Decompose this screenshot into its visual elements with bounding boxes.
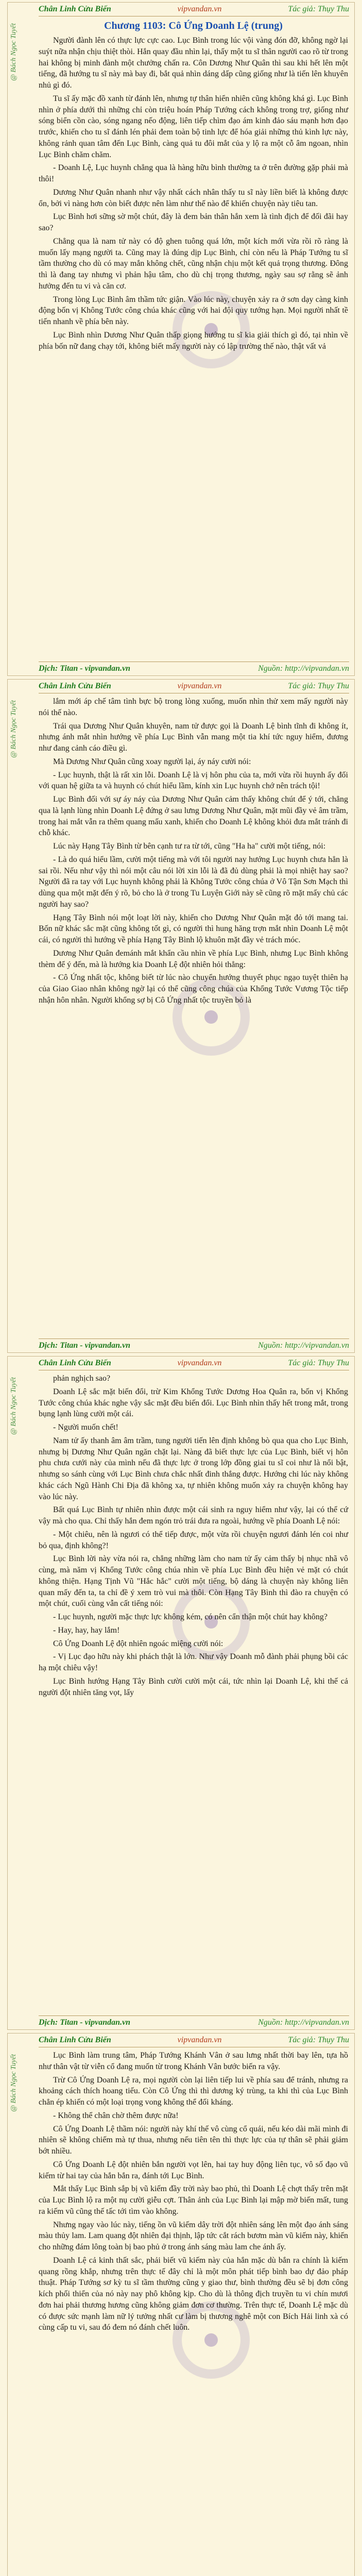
footer-source[interactable]: Nguồn: http://vipvandan.vn: [258, 1341, 349, 1350]
side-watermark-label: @ Bách Ngọc Tuyết: [10, 700, 18, 758]
paragraph: Lục Bình đối với sự áy náy của Dương Như Quân cảm thấy không chút để ý tới, chẳng qua là lạnh lùng nhìn Doanh Lệ đứng ở sau lưng Dương Như Quân, mặt mũi đầy vẻ âm trầm, trong hai mắt vẫn ra thêm quang mấu xanh, khiến cho Doanh Lệ không khỏi đưa mắt tránh đi chỗ khác.: [39, 795, 348, 838]
page-body: [39, 2050, 348, 2335]
page-footer: [39, 662, 349, 675]
page-footer: [39, 1338, 349, 1352]
paragraph: Lục Bình hướng Hạng Tây Bình cười cười một cái, tức nhìn lại Doanh Lệ, khi thế cả người đột nhiên tăng vọt, lấy: [39, 1676, 348, 1697]
header-novel-title: Chân Linh Cửu Biến: [39, 1359, 111, 1367]
paragraph: Mà Dương Như Quân cũng xoay người lại, áy náy cười nói:: [53, 757, 251, 766]
page-2: [7, 679, 355, 1353]
header-url[interactable]: vipvandan.vn: [177, 682, 222, 690]
paragraph: Tu sĩ ấy mặc đồ xanh từ đánh lên, nhưng tự thân hiển nhiên cũng không khá gì. Lục Bình nhìn ở phía dưới thì những chỉ còn triệu hoán Pháp Tướng cách không trong trợ, giống như sóng biển cồn cào, sóng ngang nếo động, liên tiếp chìm đạo ám kinh đảo sáu mạnh hơn đạo trước, khiến cho tu sĩ đánh lén phải đem toàn bộ tinh lực để hóa giải những thủ kình lực này, không rảnh quan tâm đến Lục Bình, càng quả tu đôi mắt của y lộ ra một cỗ âm ngoan, nhìn Lục Bình chăm chăm.: [39, 94, 348, 159]
page-footer: [39, 2015, 349, 2029]
paragraph: Chẳng qua là nam tử này có độ ghen tuông quá lớn, một kích mới vừa rồi rõ ràng là muốn lấy mạng người ta. Cũng may là đúng dịp Lục Bình, chỉ còn nếu là Pháp Tướng tu sĩ tầm thường cho dù có may mắn không chết, cũng nhận chịu một kết quả trọng thương. Đông thì là đang tay nhưng vì phản hậu tâm, cho dù chị trọng thương, ngày sau sợ rằng sẽ ảnh hưởng đến tu vi và căn cơ.: [39, 236, 348, 291]
footer-translator: Dịch: Titan - vipvandan.vn: [39, 664, 131, 673]
page-header: [39, 1357, 349, 1370]
header-url[interactable]: vipvandan.vn: [177, 5, 222, 13]
header-author: Tác giả: Thụy Thu: [288, 1359, 349, 1367]
paragraph: - Lục huynh, người mặc thực lực không kém, có nên cẩn thận một chút hay không?: [53, 1613, 328, 1621]
header-url[interactable]: vipvandan.vn: [177, 1359, 222, 1367]
paragraph: Nam tử ấy thanh âm âm trầm, tung người tiến lên định không bò qua qua cho Lục Bình, nhưng bị Dương Như Quân ngăn chặt lại. Nàng đã biết thực lực của Lục Bình, biết vị hôn phu chưa cưới này của mình nếu đã thực lực ở trong lớp đồng giai tu sĩ coi như là nổi bật, nhưng so sánh cùng với Lục Bình chưa chắc nhất đinh thắng được. Hướng chi lúc này không khác cách Ngũ Hành Chi Địa đã không xa, tự nhiên không muốn xảy ra chuyện không hay vào lúc này.: [39, 1436, 348, 1501]
paragraph: phản nghịch sao?: [53, 1374, 111, 1383]
paragraph: Cô Ứng Doanh Lệ thầm nói: người này khí thế vô cùng cổ quái, nếu kéo dài mãi mình đi nhiên sẽ không chiếm mà tự thua, nhưng nếu tiên tên thì thực lực của tự thân sẽ phải giảm bớt nhiều.: [39, 2124, 348, 2156]
paragraph: Lục Bình lời này vừa nói ra, chẳng những làm cho nam tử ấy cảm thấy bị nhục nhã vô cùng, mà năm vị Khổng Tước công chúa nhìn về phía Lục Bình đều hiện vẻ mặt có chút không thiện. Hạng Tịnh Vũ "Hắc hắc" cười một tiếng, bộ dáng là chuyện này không liên quan mấy đến ta, ta chỉ đề ý xem trò vui mà thôi. Còn Hạng Tây Bình thì đào ra chuyện có một chút, cuối cùng vẫn cất tiếng nói:: [39, 1554, 348, 1608]
paragraph: Dương Như Quân nhanh như vậy nhất cách nhân thấy tu sĩ này liền biết là không được ổn, bởi vì nàng hơn còn biết được nên làm như thế nào để khiến chuyện này tiêu tan.: [39, 188, 348, 208]
page-header: [39, 680, 349, 693]
side-watermark-label: @ Bách Ngọc Tuyết: [10, 2054, 18, 2112]
page-3: [7, 1356, 355, 2030]
paragraph: Trái qua Dương Như Quân khuyên, nam tử được gọi là Doanh Lệ bình tĩnh đi không ít, nhưng ánh mắt nhìn hướng về phía Lục Bình vẫn mang một tia khí tức nguy hiểm, đương như đang cảnh cáo điều gì.: [39, 721, 348, 753]
paragraph: - Người muốn chết!: [53, 1423, 118, 1432]
paragraph: - Là do quá hiểu lầm, cười một tiếng mà với tôi người nay hướng Lục huynh chưa hẳn là sai rồi. Nếu như vậy thì nói một câu nói lời xin lỗi là đã đủ dùng phải là mọi nhiệt hay sao? Người đã ra tay với Lục huynh không phải là Không Tước công chúa ở Vô Tận Sơn Mạch thì dùng qua một mặt đến ý rõ, bỏ cho là ở trong Tu Luyện Giới này sẽ cũng rõ mặt mấy chủ các người hay sao?: [39, 855, 348, 909]
footer-source[interactable]: Nguồn: http://vipvandan.vn: [258, 664, 349, 673]
page-body: [39, 696, 348, 1008]
paragraph: - Không thể chân chờ thêm được nữa!: [53, 2111, 179, 2120]
paragraph: Lúc này Hạng Tây Bình từ bên cạnh tư ra từ tới, cũng "Ha ha" cười một tiếng, nói:: [53, 842, 326, 851]
paragraph: Mắt thấy Lục Bình sắp bị vũ kiếm đầy trời này bao phủ, thì Doanh Lệ chợt thấy trên mặt của Lục Bình lộ ra một nụ cười giễu cợt. Thân ảnh của Lục Bình lại mập mờ biến mất, tung ra kiếm vũ cũng thế tấc tới tìm vào không.: [39, 2184, 348, 2216]
header-author: Tác giả: Thụy Thu: [288, 2036, 349, 2044]
page-header: [39, 3, 349, 16]
paragraph: Người đành lên có thực lực cực cao. Lục Bình trong lúc vội vàng đón đỡ, không ngờ lại suýt nữa nhận chịu thiệt thòi. Hắn quay đầu nhìn lại, thấy một tu sĩ thân người cao rõ từ trong hai không bị minh đành một chưởng chấn ra. Côn Dương Như Quân thì sau khi hết lên một tiếng, đã hướng tu sĩ này mà bay đi, bắt quả nhìn dáng dấp cũng giống như là tiến lên khuyên nhủ gì đó.: [39, 36, 348, 90]
paragraph: Lục Bình hơi sững sờ một chút, đây là đem bản thân hắn xem là tình địch để đối đãi hay sao?: [39, 212, 348, 233]
footer-translator: Dịch: Titan - vipvandan.vn: [39, 1341, 131, 1350]
paragraph: - Lục huynh, thật là rất xin lỗi. Doanh Lệ là vị hôn phu của ta, mới vừa rồi huynh ấy đối với quan hệ giữa ta và huynh có chút hiểu lầm, kính xin Lục huynh chớ nên trách tội!: [39, 770, 348, 791]
paragraph: - Hay, hay, hay lắm!: [53, 1625, 120, 1635]
footer-translator: Dịch: Titan - vipvandan.vn: [39, 2018, 131, 2027]
page-1: [7, 2, 355, 676]
chapter-title: Chương 1103: Cô Ứng Doanh Lệ (trung): [104, 20, 283, 31]
header-author: Tác giả: Thụy Thu: [288, 682, 349, 690]
paragraph: Cô Ứng Doanh Lệ đột nhiên ngoác miệng cười nói:: [53, 1639, 223, 1648]
header-url[interactable]: vipvandan.vn: [177, 2036, 222, 2044]
page-4: [7, 2033, 355, 2576]
paragraph: Hạng Tây Bình nói một loạt lời này, khiến cho Dương Như Quân mặt đỏ tới mang tai. Bốn nữ khác sắc mặt cũng không tốt gì, có người thì hung hăng trợn mắt nhìn Doanh Lệ một cái, có người thì hướng về phía Hạng Tây Bình lộ khuôn mặt đầy vẻ trách móc.: [39, 913, 348, 944]
paragraph: Dương Như Quân đemánh mắt khẩn cầu nhìn về phía Lục Bình, nhưng Lục Bình không thèm để ý đến, mà là hướng kia Doanh Lệ đột nhiên hỏi thẳng:: [39, 948, 348, 969]
paragraph: Lục Bình làm trung tâm, Pháp Tướng Khánh Vân ở sau lưng nhất thời bay lên, tựa hồ như thân vật từ viễn cổ đang muốn từ trong Khánh Vân bước biến ra vậy.: [39, 2051, 348, 2071]
paragraph: Trừ Cô Ứng Doanh Lệ ra, mọi người còn lại liên tiếp lui về phía sau để tránh, nhưng ra khoảng cách thích hoang tiếu. Còn Cô Ứng thì thì dương ký trùng, ta khi thì của Lục Bình chẳn ép khiến có một loại trọng vong không thể đối kháng.: [39, 2075, 348, 2107]
footer-source[interactable]: Nguồn: http://vipvandan.vn: [258, 2018, 349, 2027]
page-header: [39, 2033, 349, 2047]
paragraph: - Vị Lục đạo hữu này khi phách thật là lớn. Như vậy Doanh mỗ đành phải phụng bồi các hạ một chiêu vậy!: [39, 1652, 348, 1672]
paragraph: Trong lòng Lục Bình âm thầm tức giận. Vào lúc này, chuyện xảy ra ở sơn dạy càng kinh động bốn vị Không Tước công chúa khác cũng với hai đội quy tướng hạn. Mọi người nhất tề tiến nhanh về phía bên này.: [39, 295, 348, 327]
paragraph: Doanh Lệ sắc mặt biến đổi, trừ Kim Khổng Tước Dương Hoa Quân ra, bốn vị Khổng Tước công chúa khác nghe vậy sắc mặt đều biến đổi. Lục Bình nhìn thấy hết trong mắt, trong bụng lạnh lùng cười một cái.: [39, 1387, 348, 1419]
paragraph: - Cô Ứng nhất tộc, không biết từ lúc nào chuyển hướng thuyết phục ngạo tuyệt thiên hạ của Giao Giao nhân không ngờ lại có thể cũng công chúa của Khổng Tước Vương Tộc tiếp nhận hôn nhân. Người khổng sợ bị Cô Ứng nhất tộc truyền bỏ là: [39, 973, 348, 1005]
paragraph: Bất quá Lục Bình tự nhiên nhìn được một cái sinh ra nguy hiểm như vậy, lại có thể cứ vậy mà cho qua. Chỉ thấy hắn đem ngón trỏ trái đưa ra ngoài, hướng về phía Doanh Lệ nói:: [39, 1505, 348, 1526]
header-novel-title: Chân Linh Cửu Biến: [39, 682, 111, 690]
page-body: [39, 19, 348, 354]
side-watermark-label: @ Bách Ngọc Tuyết: [10, 1377, 18, 1435]
header-author: Tác giả: Thụy Thu: [288, 5, 349, 13]
header-novel-title: Chân Linh Cửu Biến: [39, 5, 111, 13]
paragraph: Nhưng ngay vào lúc này, tiếng ồn vũ kiếm dây trời đột nhiên sáng lên một đạo ánh sáng màu thủy lam. Lam quang đột nhiên đại thịnh, lập tức cắt rách bươm màn vũ kiếm này, khiến cho những đám lông toàn bị bao phủ ở trong ánh sáng màu lam che ánh ấy.: [39, 2220, 348, 2251]
paragraph: Doanh Lệ cả kinh thất sắc, phải biết vũ kiếm này của hắn mặc dù bắn ra chính là kiếm quang rồng khắp, nhưng trên thực tế đây chỉ là một môn phát tiếp bình bao dự đảo pháp thuật. Pháp Tướng sơ kỳ tu sĩ tầm thường cũng y giao thư, bình thường đều sẽ bị đơn công kích phối thiển của nó này nay phô không kịp. Cho dù là thông địch truyền tu vi chín mươi đơn hai phải thương hương cũng không giảm đơn cơ thường. Trên thực tế, Doanh Lệ mặc dù có được sức mạnh làm nữ lý tưởng nhất cư làm bị thương nghê một con Bích Hải linh xà có cùng cấp tu vi, sau đó đem nó đánh chết luôn.: [39, 2256, 348, 2332]
paragraph: - Doanh Lệ, Lục huynh chẳng qua là hàng hữu bình thường ta ở trên đường gặp phải mà thôi!: [39, 163, 348, 184]
paragraph: - Một chiêu, nên là ngươi có thể tiếp được, một vừa rồi chuyện ngươi đánh lén coi như bỏ qua, định không?!: [39, 1530, 348, 1550]
side-watermark-label: @ Bách Ngọc Tuyết: [10, 23, 18, 81]
header-novel-title: Chân Linh Cửu Biến: [39, 2036, 111, 2044]
paragraph: Lục Bình nhìn Dương Như Quân thấp giọng hướng tu sĩ kia giải thích gì đó, tại nhìn về phía bốn nữ đang chạy tới, không biết mấy người này có lập trường thế nào, thật vất vả: [39, 330, 348, 351]
paragraph: Cô Ứng Doanh Lệ đột nhiên bắn người vọt lên, hai tay huy động liên tục, vô số đạo vũ kiếm từ hai tay của hắn bắn ra, đánh tới Lục Bình.: [39, 2160, 348, 2180]
page-body: [39, 1373, 348, 1700]
paragraph: lắm mới áp chế tâm tình bực bộ trong lòng xuống, muốn nhìn thử xem mấy người này nói thế nào.: [39, 697, 348, 717]
